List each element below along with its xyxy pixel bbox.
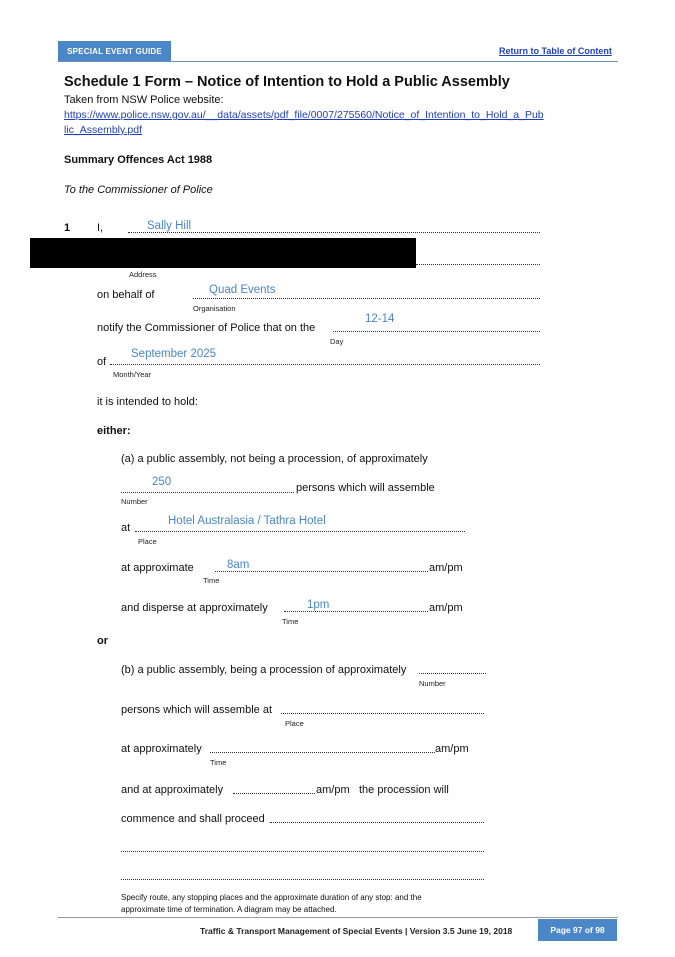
b-time-caption: Time [210,758,227,767]
b-ampm: am/pm [435,743,469,755]
b-commence-time-field-line[interactable] [233,793,315,794]
source-url-link[interactable]: https://www.police.nsw.gov.au/__data/assets/pdf_file/0007/275560/Notice_of_Intention_to_Hold_a_Pub [64,109,544,121]
persons-assemble-label: persons which will assemble [296,482,435,494]
b-commence-label: commence and shall proceed [121,813,265,825]
organisation-value: Quad Events [209,284,276,296]
b-time-label: at approximately [121,743,202,755]
footer-divider [58,917,618,918]
place-value: Hotel Australasia / Tathra Hotel [168,515,326,527]
route-field-line-1[interactable] [270,822,484,823]
number-field-line[interactable] [121,492,294,493]
redaction-block [30,238,416,268]
b-time-field-line[interactable] [210,752,435,753]
route-note-line-1: Specify route, any stopping places and the approximate duration of any stop: and the [121,893,422,902]
footer-text: Traffic & Transport Management of Special Events | Version 3.5 June 19, 2018 [200,926,513,936]
disperse-label: and disperse at approximately [121,602,268,614]
option-b-label: (b) a public assembly, being a procession of approximately [121,664,407,676]
b-place-caption: Place [285,719,304,728]
day-value: 12-14 [365,313,395,325]
address-field-line[interactable] [416,264,540,265]
day-caption: Day [330,337,344,346]
name-value: Sally Hill [147,220,192,232]
act-heading: Summary Offences Act 1988 [64,154,213,166]
intended-label: it is intended to hold: [97,396,198,408]
page-title: Schedule 1 Form – Notice of Intention to Hold a Public Assembly [64,74,510,90]
start-time-caption: Time [203,576,220,585]
start-time-value: 8am [227,559,250,571]
route-note-line-2: approximate time of termination. A diagram may be attached. [121,905,337,914]
either-label: either: [97,425,131,437]
end-time-caption: Time [282,617,299,626]
at-label: at [121,522,131,534]
source-label: Taken from NSW Police website: [64,94,224,106]
place-field-line[interactable] [135,531,465,532]
b-persons-label: persons which will assemble at [121,704,273,716]
organisation-caption: Organisation [193,304,236,313]
day-field-line[interactable] [333,331,540,332]
section-badge: SPECIAL EVENT GUIDE [58,41,171,62]
header-divider [58,61,618,62]
or-label: or [97,635,108,647]
name-field-line[interactable] [128,232,540,233]
item-number: 1 [64,222,71,234]
place-caption: Place [138,537,157,546]
end-ampm: am/pm [429,602,463,614]
b-place-field-line[interactable] [281,713,484,714]
organisation-field-line[interactable] [193,298,540,299]
on-behalf-label: on behalf of [97,289,155,301]
addressee: To the Commissioner of Police [64,184,213,196]
month-year-value: September 2025 [131,348,217,360]
of-label: of [97,356,107,368]
i-label: I, [97,222,104,234]
month-year-field-line[interactable] [110,364,540,365]
route-field-line-2[interactable] [121,851,484,852]
b-procession-label: the procession will [359,784,449,796]
page-number-badge: Page 97 of 98 [538,919,617,941]
route-field-line-3[interactable] [121,879,484,880]
start-ampm: am/pm [429,562,463,574]
number-caption: Number [121,497,148,506]
b-commence-ampm: am/pm [316,784,350,796]
end-time-value: 1pm [307,599,330,611]
b-and-at-label: and at approximately [121,784,224,796]
start-time-field-line[interactable] [215,571,428,572]
end-time-field-line[interactable] [284,611,428,612]
number-value: 250 [152,476,172,488]
source-url-link-continued[interactable]: lic_Assembly.pdf [64,124,143,136]
notify-label: notify the Commissioner of Police that on the [97,322,316,334]
option-a-label: (a) a public assembly, not being a procession, of approximately [121,453,428,465]
b-number-caption: Number [419,679,446,688]
address-caption: Address [129,270,157,279]
return-to-toc-link[interactable]: Return to Table of Content [499,46,612,56]
start-time-label: at approximate [121,562,194,574]
b-number-field-line[interactable] [419,673,486,674]
month-year-caption: Month/Year [113,370,152,379]
